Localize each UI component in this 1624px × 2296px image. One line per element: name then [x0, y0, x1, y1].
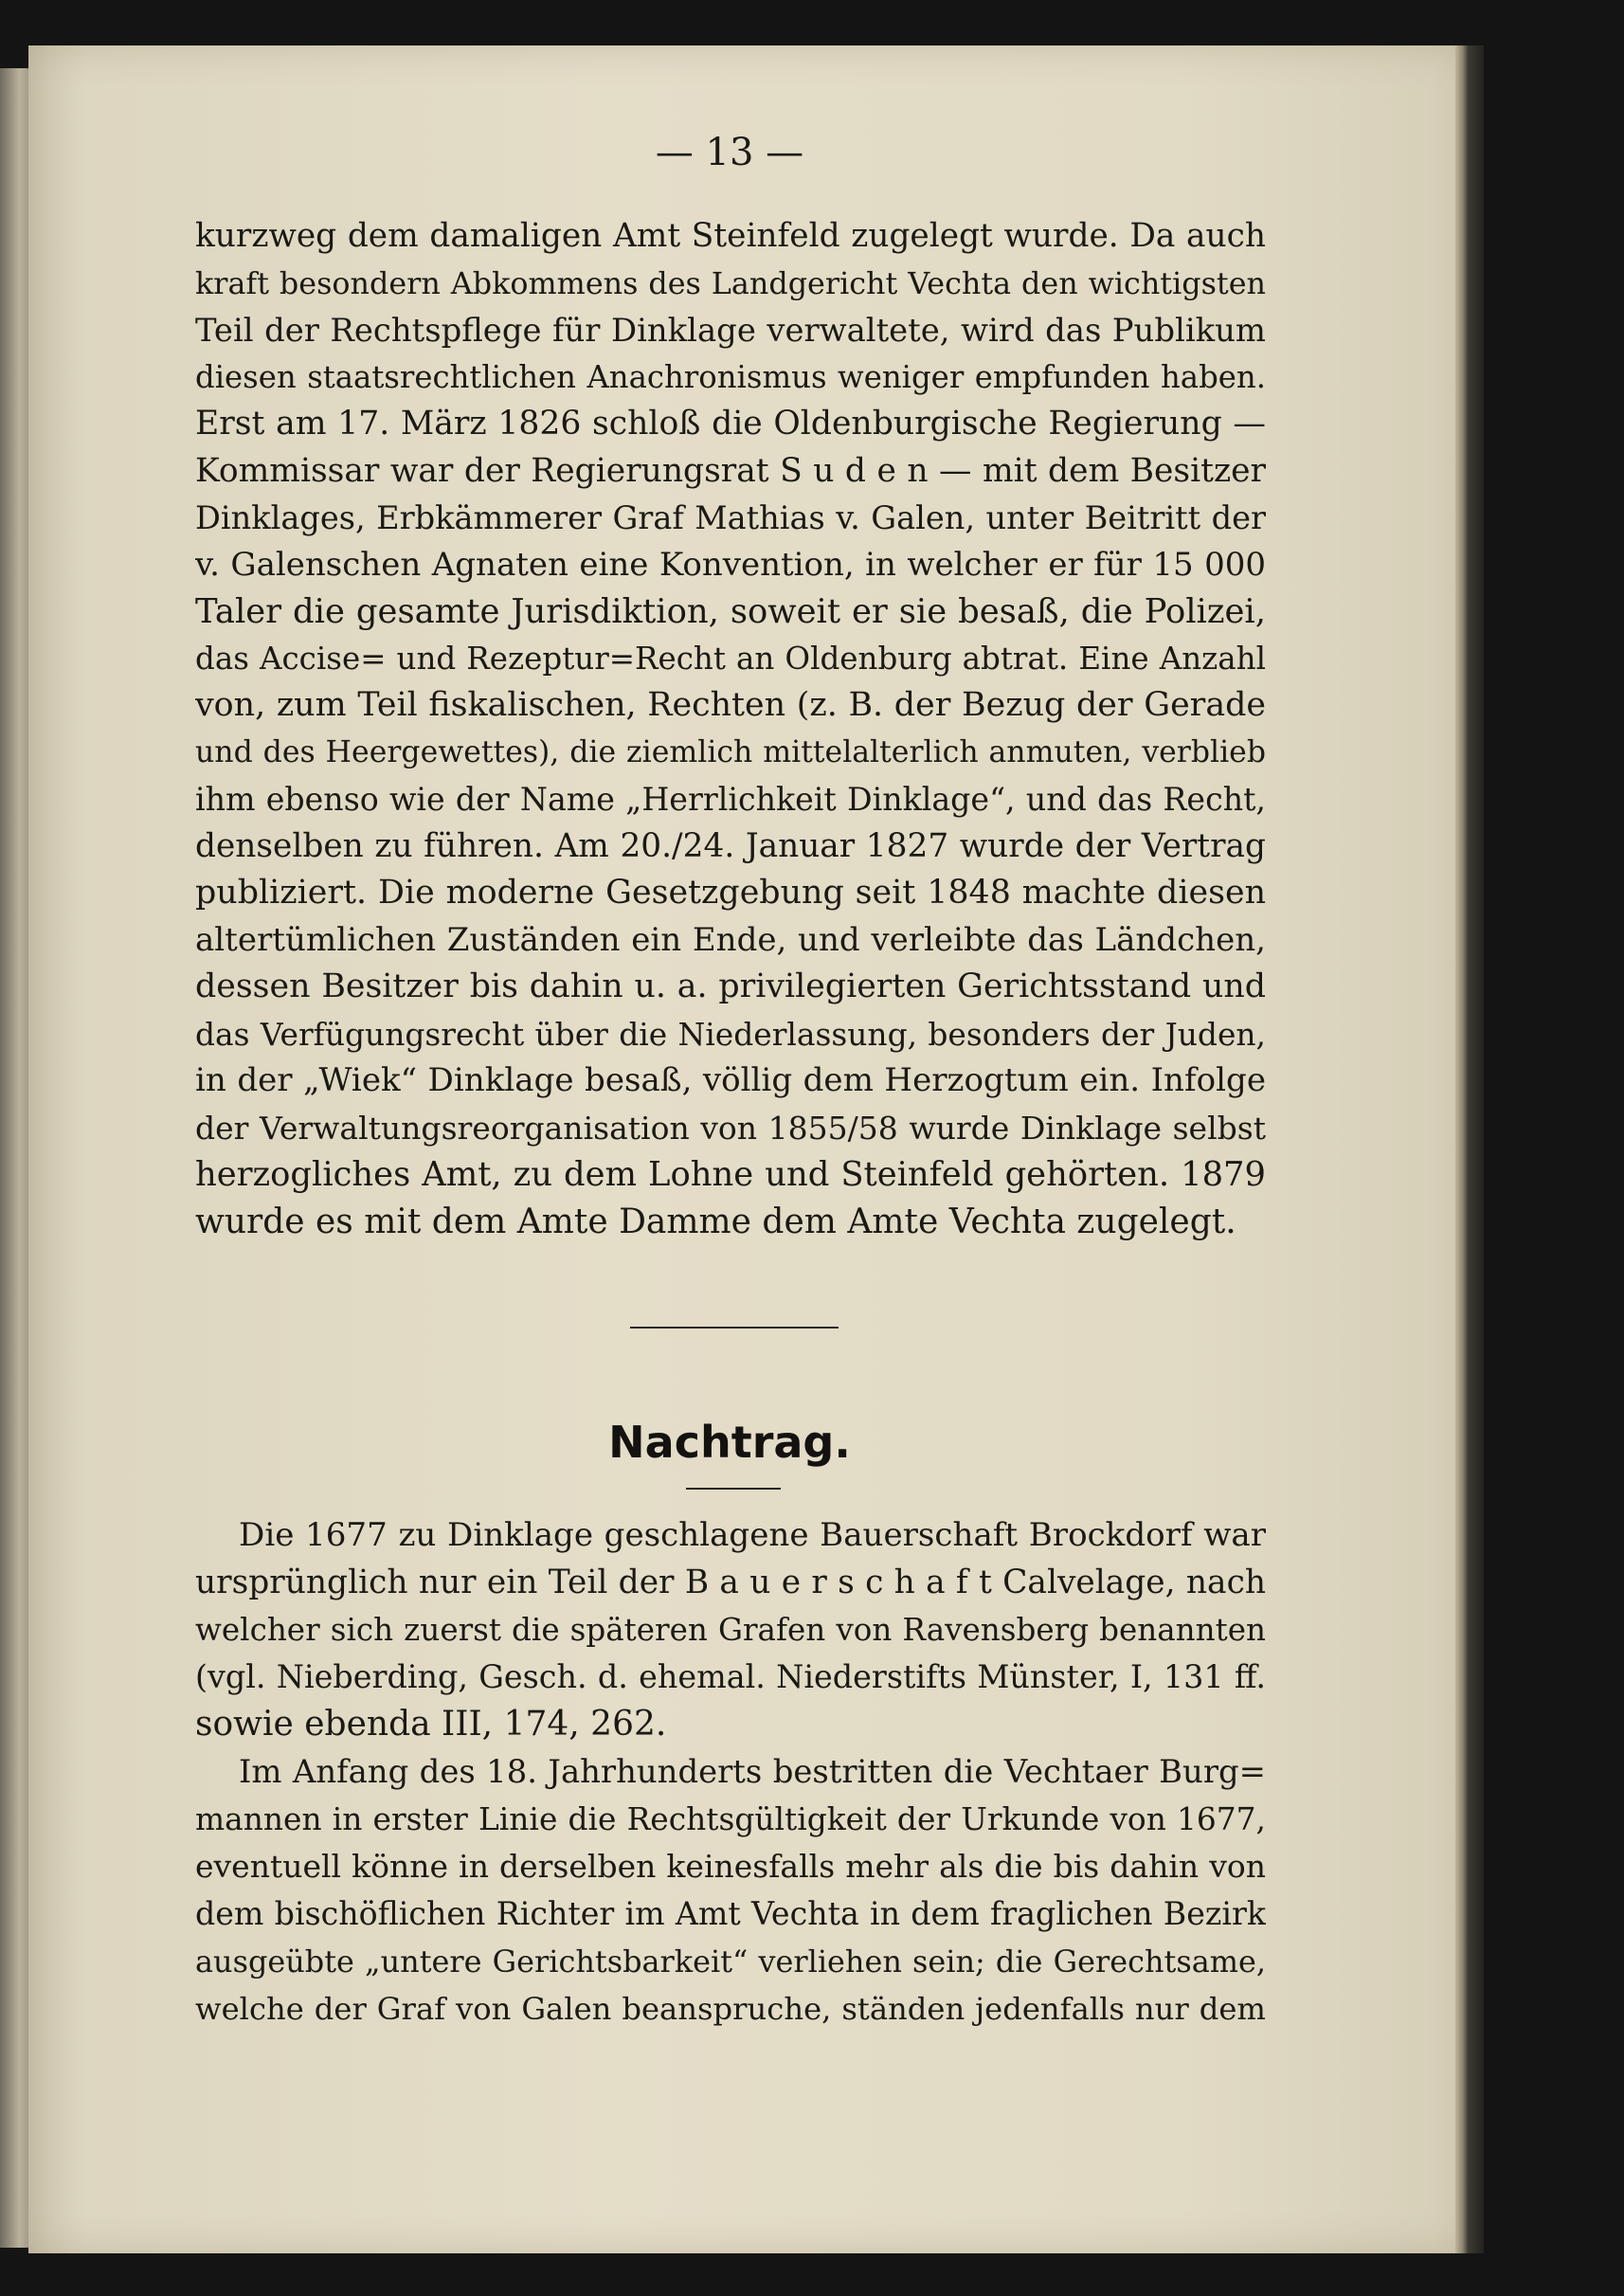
section-heading: Nachtrag. [608, 1417, 851, 1468]
body-line: das Verfügungsrecht über die Niederlassung, besonders der Juden, [195, 1015, 1266, 1053]
body-line: Taler die gesamte Jurisdiktion, soweit er sie besaß, die Polizei, [195, 592, 1266, 631]
body-line: Kommissar war der Regierungsrat S u d e n — mit dem Besitzer [195, 451, 1266, 490]
page-edge-shadow [1455, 45, 1484, 2253]
body-line: der Verwaltungsreorganisation von 1855/58 wurde Dinklage selbst [195, 1109, 1266, 1147]
body-line: Erst am 17. März 1826 schloß die Oldenburgische Regierung — [195, 405, 1266, 443]
left-page-edge [0, 68, 32, 2248]
nachtrag-line: welcher sich zuerst die späteren Grafen von Ravensberg benannten [195, 1612, 1266, 1648]
body-line: kurzweg dem damaligen Amt Steinfeld zugelegt wurde. Da auch [195, 217, 1266, 255]
body-line: kraft besondern Abkommens des Landgericht Vechta den wichtigsten [195, 265, 1266, 301]
body-line: in der „Wiek“ Dinklage besaß, völlig dem Herzogtum ein. Infolge [195, 1061, 1266, 1099]
body-line: ihm ebenso wie der Name „Herrlichkeit Dinklage“, und das Recht, [195, 781, 1266, 818]
nachtrag-line: ursprünglich nur ein Teil der B a u e r s c h a f t Calvelage, nach [195, 1564, 1266, 1601]
page-number: — 13 — [655, 131, 804, 174]
nachtrag-line: (vgl. Nieberding, Gesch. d. ehemal. Niederstifts Münster, I, 131 ff. [195, 1658, 1266, 1695]
body-line: altertümlichen Zuständen ein Ende, und verleibte das Ländchen, [195, 920, 1266, 959]
nachtrag-line: mannen in erster Linie die Rechtsgültigkeit der Urkunde von 1677, [195, 1801, 1266, 1837]
body-line: wurde es mit dem Amte Damme dem Amte Vechta zugelegt. [195, 1202, 1236, 1241]
body-line: diesen staatsrechtlichen Anachronismus weniger empfunden haben. [195, 358, 1266, 395]
body-line: dessen Besitzer bis dahin u. a. privilegierten Gerichtsstand und [195, 967, 1266, 1005]
body-line: Dinklages, Erbkämmerer Graf Mathias v. Galen, unter Beitritt der [195, 499, 1266, 536]
nachtrag-line: sowie ebenda III, 174, 262. [195, 1705, 667, 1744]
body-line: publiziert. Die moderne Gesetzgebung seit 1848 machte diesen [195, 874, 1266, 912]
body-line: von, zum Teil fiskalischen, Rechten (z. B. der Bezug der Gerade [195, 686, 1266, 724]
nachtrag-line: dem bischöflichen Richter im Amt Vechta in dem fraglichen Bezirk [195, 1895, 1266, 1932]
body-line: und des Heergewettes), die ziemlich mittelalterlich anmuten, verblieb [195, 734, 1266, 769]
body-line: v. Galenschen Agnaten eine Konvention, in welcher er für 15 000 [195, 545, 1266, 584]
nachtrag-line: Die 1677 zu Dinklage geschlagene Bauerschaft Brockdorf war [239, 1516, 1266, 1554]
body-line: Teil der Rechtspflege für Dinklage verwaltete, wird das Publikum [195, 312, 1266, 349]
section-divider [630, 1327, 839, 1329]
nachtrag-line: ausgeübte „untere Gerichtsbarkeit“ verliehen sein; die Gerechtsame, [195, 1943, 1266, 1980]
body-line: herzogliches Amt, zu dem Lohne und Steinfeld gehörten. 1879 [195, 1155, 1266, 1194]
body-line: denselben zu führen. Am 20./24. Januar 1827 wurde der Vertrag [195, 826, 1266, 865]
nachtrag-line: eventuell könne in derselben keinesfalls mehr als die bis dahin von [195, 1848, 1266, 1885]
body-line: das Accise= und Rezeptur=Recht an Oldenburg abtrat. Eine Anzahl [195, 640, 1266, 677]
body-text [195, 213, 1266, 1245]
nachtrag-text [195, 1511, 1266, 2033]
nachtrag-line: welche der Graf von Galen beanspruche, ständen jedenfalls nur dem [195, 1991, 1266, 2027]
heading-underline [686, 1488, 781, 1490]
nachtrag-line: Im Anfang des 18. Jahrhunderts bestritten die Vechtaer Burg= [239, 1753, 1266, 1790]
